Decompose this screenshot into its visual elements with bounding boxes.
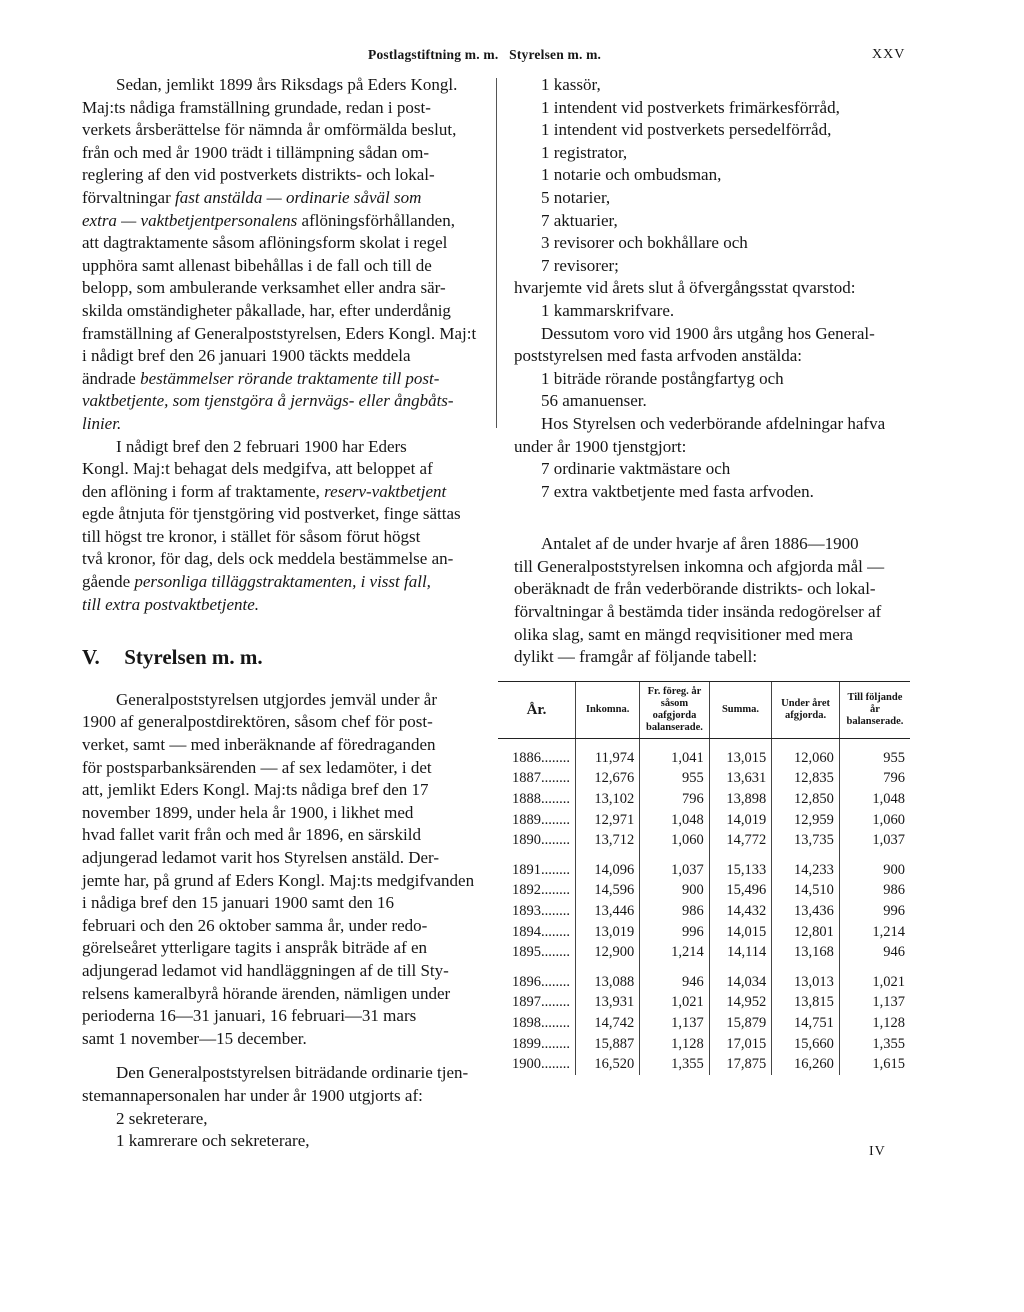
value-cell: 17,015 [709, 1034, 772, 1055]
spacer-cell [709, 738, 772, 748]
value-cell: 15,879 [709, 1013, 772, 1034]
value-cell: 13,735 [772, 830, 840, 851]
text-line [82, 188, 421, 207]
spacer-cell [839, 851, 910, 860]
list-item: 5 notarier, [541, 187, 611, 207]
year-cell: 1896........ [512, 973, 570, 990]
table-row [498, 901, 910, 922]
value-cell: 13,102 [576, 789, 640, 810]
list-item: 7 extra vaktbetjente med fasta arfvoden. [541, 481, 814, 501]
text-line: Maj:ts nådiga framställning grundade, redan i post- [82, 97, 431, 117]
value-cell: 986 [839, 880, 910, 901]
text-line: vaktbetjente, som tjenstgöra å jernvägs- eller ångbåts- [82, 391, 454, 411]
spacer-cell [709, 851, 772, 860]
text-line: relsens kameralbyrå hörande ärenden, nämligen under [82, 983, 451, 1003]
value-cell: 13,931 [576, 992, 640, 1013]
text-line: två kronor, för dag, dels ock meddela bestämmelse an- [82, 549, 454, 569]
value-cell: 13,631 [709, 768, 772, 789]
column-header-afgjorda: Under året afgjorda. [772, 681, 840, 738]
text-line: hvarjemte vid årets slut å öfvergångsstat qvarstod: [514, 278, 856, 298]
list-item: 1 intendent vid postverkets persedelförråd, [541, 120, 832, 140]
value-cell: 15,887 [576, 1034, 640, 1055]
text-line: I nådigt bref den 2 februari 1900 har Eders [116, 436, 407, 456]
section-number: V. [82, 645, 100, 670]
year-cell: 1887........ [512, 770, 570, 787]
table-row [498, 1013, 910, 1034]
text-line [82, 211, 455, 230]
running-title: Postlagstiftning m. m. Styrelsen m. m. [368, 47, 602, 62]
value-cell: 1,128 [839, 1013, 910, 1034]
value-cell: 946 [640, 972, 709, 993]
italic-fragment: fast anstälda — ordinarie såväl som [175, 187, 422, 207]
text-line: verket, samt — med inberäknande af föredraganden [82, 735, 436, 755]
text-fragment: ändrade [82, 368, 141, 388]
text-line: stemannapersonalen har under år 1900 utgjorts af: [82, 1085, 423, 1105]
paragraph-hos-styrelsen [514, 413, 908, 458]
text-line: i nådiga bref den 15 januari 1900 samt den 16 [82, 893, 395, 913]
year-cell: 1890........ [512, 832, 570, 849]
text-line: i nådigt bref den 26 januari 1900 täckts meddela [82, 346, 411, 366]
column-header-year: År. [498, 681, 576, 738]
paragraph-traktamente [82, 74, 484, 436]
value-cell: 12,676 [576, 768, 640, 789]
value-cell: 1,021 [839, 972, 910, 993]
text-line: oberäknadt de från vederbörande distrikts- och lokal- [514, 579, 876, 599]
value-cell: 14,096 [576, 860, 640, 881]
text-fragment: den aflöning i form af traktamente, [82, 481, 325, 501]
value-cell: 13,436 [772, 901, 840, 922]
spacer-cell [709, 963, 772, 972]
value-cell: 1,355 [640, 1054, 709, 1075]
value-cell: 14,742 [576, 1013, 640, 1034]
value-cell: 14,751 [772, 1013, 840, 1034]
text-line: till extra postvaktbetjente. [82, 594, 260, 614]
spacer-cell [640, 851, 709, 860]
column-divider [496, 78, 497, 428]
list-item: 3 revisorer och bokhållare och [541, 233, 748, 253]
text-line: poststyrelsen med fasta arfvoden anstälda: [514, 346, 802, 366]
value-cell: 955 [640, 768, 709, 789]
value-cell: 13,446 [576, 901, 640, 922]
year-cell: 1889........ [512, 811, 570, 828]
year-cell: 1891........ [512, 861, 570, 878]
value-cell: 1,037 [640, 860, 709, 881]
italic-fragment: extra — vaktbetjentpersonalens [82, 210, 298, 230]
text-line [82, 369, 439, 388]
text-line: belopp, som ambulerande verksamhet eller andra sär- [82, 278, 446, 298]
spacer-cell [576, 738, 640, 748]
value-cell: 1,128 [640, 1034, 709, 1055]
text-line: skilda omständigheter påkallade, har, efter underdånig [82, 300, 451, 320]
spacer-cell [640, 738, 709, 748]
list-item: 1 biträde rörande postångfartyg och [541, 368, 784, 388]
text-fragment: förvaltningar [82, 187, 175, 207]
value-cell: 796 [640, 789, 709, 810]
text-line: till högst tre kronor, i stället för såsom förut högst [82, 526, 421, 546]
value-cell: 1,137 [640, 1013, 709, 1034]
value-cell: 900 [640, 880, 709, 901]
value-cell: 12,900 [576, 942, 640, 963]
list-item: 1 notarie och ombudsman, [541, 165, 722, 185]
left-column [82, 74, 484, 1153]
year-cell: 1893........ [512, 903, 570, 919]
signature-mark: IV [869, 1144, 886, 1159]
text-line: Antalet af de under hvarje af åren 1886—1900 [541, 534, 859, 554]
value-cell: 12,060 [772, 748, 840, 769]
text-line [82, 482, 446, 501]
value-cell: 12,835 [772, 768, 840, 789]
year-cell: 1898........ [512, 1014, 570, 1031]
value-cell: 15,133 [709, 860, 772, 881]
text-line: jemte har, på grund af Eders Kongl. Maj:ts medgifvanden [82, 870, 475, 890]
value-cell: 12,971 [576, 810, 640, 831]
value-cell: 1,037 [839, 830, 910, 851]
page-number: XXV [872, 47, 906, 62]
text-line: linier. [82, 413, 122, 433]
value-cell: 1,048 [839, 789, 910, 810]
paragraph-dessutom [514, 323, 908, 368]
value-cell: 12,959 [772, 810, 840, 831]
year-cell: 1895........ [512, 944, 570, 961]
group-spacer [498, 851, 910, 860]
column-header-till-foljande: Till följande år balanserade. [839, 681, 910, 738]
table-row [498, 942, 910, 963]
spacer-cell [576, 963, 640, 972]
value-cell: 1,060 [640, 830, 709, 851]
spacer-cell [772, 851, 840, 860]
value-cell: 1,214 [640, 942, 709, 963]
list-item: 56 amanuenser. [541, 391, 647, 411]
value-cell: 15,660 [772, 1034, 840, 1055]
year-cell: 1899........ [512, 1035, 570, 1052]
value-cell: 14,114 [709, 942, 772, 963]
paragraph-personal [82, 1062, 484, 1107]
table-row [498, 860, 910, 881]
value-cell: 1,021 [640, 992, 709, 1013]
text-line: samt 1 november—15 december. [82, 1028, 307, 1048]
text-line: 1900 af generalpostdirektören, såsom chef för post- [82, 712, 433, 732]
text-line: november 1899, under hela år 1900, i likhet med [82, 802, 414, 822]
list-item: 1 intendent vid postverkets frimärkesförråd, [541, 97, 840, 117]
text-line: hvad fallet varit från och med år 1896, en särskild [82, 825, 421, 845]
year-cell: 1888........ [512, 791, 570, 808]
text-fragment: aflöningsförhållanden, [297, 210, 455, 230]
table-row [498, 748, 910, 769]
column-header-inkomna: Inkomna. [576, 681, 640, 738]
text-line: perioderna 16—31 januari, 16 februari—31 mars [82, 1006, 417, 1026]
value-cell: 1,615 [839, 1054, 910, 1075]
text-line: Kongl. Maj:t behagat dels medgifva, att beloppet af [82, 459, 433, 479]
text-line: Sedan, jemlikt 1899 års Riksdags på Eders Kongl. [116, 75, 458, 94]
text-line: till Generalpoststyrelsen inkomna och afgjorda mål — [514, 556, 885, 576]
text-line: egde åtnjuta för tjenstgöring vid postverket, finge sättas [82, 504, 461, 524]
list-item: 7 aktuarier, [541, 210, 618, 230]
statistics-table [498, 681, 910, 1075]
list-item: 1 kassör, [541, 75, 601, 94]
right-column [514, 74, 908, 1075]
value-cell: 14,015 [709, 922, 772, 943]
text-line: att, jemlikt Eders Kongl. Maj:ts nådiga bref den 17 [82, 780, 429, 800]
value-cell: 16,520 [576, 1054, 640, 1075]
column-header-balanserade: Fr. föreg. år såsom oafgjorda balanserade. [640, 681, 709, 738]
text-line: Generalpoststyrelsen utgjordes jemväl under år [116, 689, 438, 709]
value-cell: 14,596 [576, 880, 640, 901]
section-heading [82, 646, 484, 669]
value-cell: 1,060 [839, 810, 910, 831]
value-cell: 14,034 [709, 972, 772, 993]
year-cell: 1892........ [512, 882, 570, 899]
value-cell: 13,712 [576, 830, 640, 851]
text-line: förvaltningar å bestämda tider insända redogörelser af [514, 602, 882, 622]
text-line: framställning af Generalpoststyrelsen, Eders Kongl. Maj:t [82, 323, 477, 343]
value-cell: 1,214 [839, 922, 910, 943]
italic-fragment: personliga tilläggstraktamenten, i visst fall, [134, 572, 431, 592]
value-cell: 13,013 [772, 972, 840, 993]
value-cell: 986 [640, 901, 709, 922]
text-line: upphöra samt allenast bibehållas i de fall och till de [82, 255, 432, 275]
table-row [498, 810, 910, 831]
text-line: för postsparbanksärenden — af sex ledamöter, i det [82, 757, 432, 777]
spacer-cell [772, 738, 840, 748]
value-cell: 16,260 [772, 1054, 840, 1075]
italic-fragment: bestämmelser rörande traktamente till post- [140, 368, 440, 388]
column-header-summa: Summa. [709, 681, 772, 738]
value-cell: 14,432 [709, 901, 772, 922]
value-cell: 1,041 [640, 748, 709, 769]
table-row [498, 1034, 910, 1055]
text-line: Hos Styrelsen och vederbörande afdelningar hafva [541, 413, 886, 433]
list-item: 2 sekreterare, [116, 1108, 208, 1128]
paragraph-antalet [514, 533, 908, 669]
value-cell: 1,048 [640, 810, 709, 831]
value-cell: 17,875 [709, 1054, 772, 1075]
value-cell: 955 [839, 748, 910, 769]
spacer-cell [498, 851, 576, 860]
value-cell: 14,510 [772, 880, 840, 901]
value-cell: 12,850 [772, 789, 840, 810]
spacer-cell [498, 738, 576, 748]
list-item: 1 registrator, [541, 142, 628, 162]
spacer-cell [498, 963, 576, 972]
value-cell: 13,898 [709, 789, 772, 810]
value-cell: 13,019 [576, 922, 640, 943]
table-row [498, 922, 910, 943]
section-title: Styrelsen m. m. [124, 645, 263, 670]
text-line: från och med år 1900 trädt i tillämpning sådan om- [82, 142, 429, 162]
text-line: görelseåret ytterligare tagits i anspråk biträde af en [82, 938, 428, 958]
value-cell: 1,355 [839, 1034, 910, 1055]
italic-fragment: reserv-vaktbetjent [324, 481, 447, 501]
list-item: 1 kamrerare och sekreterare, [116, 1131, 310, 1151]
spacer-cell [839, 738, 910, 748]
value-cell: 14,019 [709, 810, 772, 831]
text-line: Den Generalpoststyrelsen biträdande ordinarie tjen- [116, 1063, 469, 1083]
text-line: under år 1900 tjenstgjort: [514, 436, 687, 456]
table-row [498, 1054, 910, 1075]
value-cell: 14,233 [772, 860, 840, 881]
text-line: att dagtraktamente såsom aflöningsform skolat i regel [82, 233, 448, 253]
table-row [498, 830, 910, 851]
value-cell: 1,137 [839, 992, 910, 1013]
value-cell: 13,815 [772, 992, 840, 1013]
text-line: adjungerad ledamot vid handläggningen af de till Sty- [82, 960, 449, 980]
list-item: 7 ordinarie vaktmästare och [541, 459, 731, 479]
year-cell: 1886........ [512, 749, 570, 766]
group-spacer [498, 963, 910, 972]
year-cell: 1897........ [512, 994, 570, 1011]
year-cell: 1900........ [512, 1056, 570, 1073]
text-fragment: gående [82, 572, 135, 592]
value-cell: 15,496 [709, 880, 772, 901]
spacer-cell [640, 963, 709, 972]
year-cell: 1894........ [512, 923, 570, 940]
table-header-row [498, 681, 910, 738]
value-cell: 13,015 [709, 748, 772, 769]
table-row [498, 992, 910, 1013]
text-line: dylikt — framgår af följande tabell: [514, 647, 758, 667]
text-line [82, 572, 431, 591]
list-item: 1 kammarskrifvare. [541, 300, 675, 320]
value-cell: 14,772 [709, 830, 772, 851]
table-row [498, 972, 910, 993]
paragraph-reserv-vaktbetjent [82, 436, 484, 617]
value-cell: 996 [839, 901, 910, 922]
value-cell: 14,952 [709, 992, 772, 1013]
value-cell: 12,801 [772, 922, 840, 943]
spacer-cell [839, 963, 910, 972]
page-header [0, 47, 1024, 67]
value-cell: 900 [839, 860, 910, 881]
table-body [498, 738, 910, 1074]
text-line: reglering af den vid postverkets distrikts- och lokal- [82, 165, 435, 185]
value-cell: 11,974 [576, 748, 640, 769]
text-line: adjungerad ledamot varit hos Styrelsen anstäld. Der- [82, 848, 440, 867]
value-cell: 946 [839, 942, 910, 963]
group-spacer [498, 738, 910, 748]
value-cell: 13,168 [772, 942, 840, 963]
value-cell: 996 [640, 922, 709, 943]
spacer-cell [576, 851, 640, 860]
value-cell: 13,088 [576, 972, 640, 993]
table-row [498, 880, 910, 901]
list-item: 7 revisorer; [541, 255, 619, 275]
table-row [498, 789, 910, 810]
text-line: verkets årsberättelse för nämnda år omförmälda beslut, [82, 120, 457, 140]
text-line: olika slag, samt en mängd reqvisitioner med mera [514, 624, 853, 644]
spacer-cell [772, 963, 840, 972]
text-line: Dessutom voro vid 1900 års utgång hos General- [541, 323, 875, 343]
table-row [498, 768, 910, 789]
value-cell: 796 [839, 768, 910, 789]
paragraph-styrelsen [82, 689, 484, 1051]
text-line: februari och den 26 oktober samma år, under redo- [82, 915, 428, 935]
